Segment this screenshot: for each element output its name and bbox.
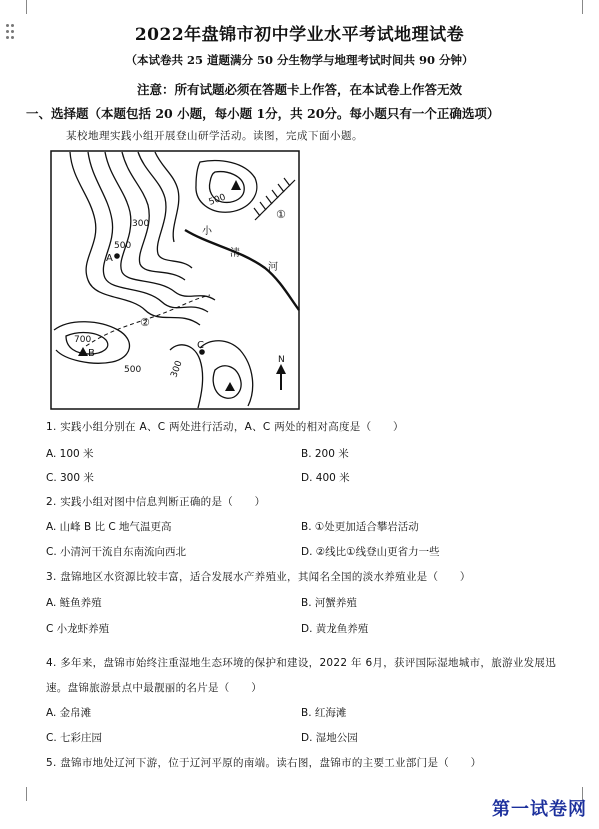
question-3-stem: 3. 盘锦地区水资源比较丰富，适合发展水产养殖业，其闻名全国的淡水养殖业是（ ） bbox=[46, 571, 471, 583]
question-2-stem: 2. 实践小组对图中信息判断正确的是（ ） bbox=[46, 496, 266, 508]
question-3-option-a[interactable]: A. 鲢鱼养殖 bbox=[46, 597, 102, 609]
question-2-option-b[interactable]: B. ①处更加适合攀岩活动 bbox=[301, 521, 419, 533]
north-label: N bbox=[278, 355, 285, 365]
contour-label-500-s: 500 bbox=[124, 365, 142, 375]
contour-label-700: 700 bbox=[74, 335, 92, 345]
question-1-option-b[interactable]: B. 200 米 bbox=[301, 448, 349, 460]
question-3-option-c[interactable]: C 小龙虾养殖 bbox=[46, 623, 110, 635]
route-label-1: ① bbox=[276, 208, 286, 221]
corner-mark-top-left bbox=[26, 0, 39, 14]
question-2-option-c[interactable]: C. 小清河干流自东南流向西北 bbox=[46, 546, 187, 558]
river-label-3: 河 bbox=[268, 262, 278, 273]
question-4-option-b[interactable]: B. 红海滩 bbox=[301, 707, 347, 719]
question-4-option-a[interactable]: A. 金帛滩 bbox=[46, 707, 92, 719]
question-5-stem: 5. 盘锦市地处辽河下游，位于辽河平原的南端。读右图，盘锦市的主要工业部门是（ ） bbox=[46, 757, 482, 769]
route-label-2: ② bbox=[140, 316, 150, 329]
question-1-option-d[interactable]: D. 400 米 bbox=[301, 472, 350, 484]
question-1-option-a[interactable]: A. 100 米 bbox=[46, 448, 94, 460]
river-label-1: 小 bbox=[202, 226, 212, 237]
question-1-option-c[interactable]: C. 300 米 bbox=[46, 472, 94, 484]
contour-label-500-w: 500 bbox=[114, 241, 132, 251]
section-intro: 某校地理实践小组开展登山研学活动。读图，完成下面小题。 bbox=[66, 130, 363, 142]
question-3-option-d[interactable]: D. 黄龙鱼养殖 bbox=[301, 623, 369, 635]
question-4-stem: 4. 多年来，盘锦市始终注重湿地生态环境的保护和建设，2022 年 6月，获评国际湿地城市，旅游业发展迅 bbox=[46, 657, 557, 669]
contour-label-300-n: 300 bbox=[132, 219, 150, 229]
point-label-a: A bbox=[106, 253, 113, 264]
question-3-option-b[interactable]: B. 河蟹养殖 bbox=[301, 597, 357, 609]
exam-subtitle: （本试卷共 25 道题满分 50 分生物学与地理考试时间共 90 分钟） bbox=[125, 53, 474, 67]
point-label-b: B bbox=[88, 348, 95, 359]
question-1-stem: 1. 实践小组分别在 A、C 两处进行活动，A、C 两处的相对高度是（ ） bbox=[46, 421, 404, 433]
question-2-option-d[interactable]: D. ②线比①线登山更省力一些 bbox=[301, 546, 440, 558]
corner-mark-bottom-left bbox=[26, 787, 39, 801]
point-label-c: C bbox=[197, 340, 204, 351]
question-2-option-a[interactable]: A. 山峰 B 比 C 地气温更高 bbox=[46, 521, 172, 533]
question-4-option-d[interactable]: D. 湿地公园 bbox=[301, 732, 358, 744]
question-4-option-c[interactable]: C. 七彩庄园 bbox=[46, 732, 103, 744]
section-heading: 一、选择题（本题包括 20 小题，每小题 1分，共 20分。每小题只有一个正确选项） bbox=[26, 106, 500, 121]
exam-title: 2022年盘锦市初中学业水平考试地理试卷 bbox=[134, 25, 465, 45]
contour-label-300-s: 300 bbox=[169, 359, 185, 380]
site-watermark: 第一试卷网 bbox=[492, 799, 587, 820]
exam-notice: 注意：所有试题必须在答题卡上作答，在本试卷上作答无效 bbox=[136, 82, 462, 97]
question-4-stem-continued: 速。盘锦旅游景点中最靓丽的名片是（ ） bbox=[46, 682, 262, 694]
contour-map bbox=[50, 150, 300, 410]
contour-label-500-ne: 500 bbox=[207, 192, 228, 208]
river-label-2: 清 bbox=[230, 248, 240, 259]
corner-mark-top-right bbox=[570, 0, 583, 14]
